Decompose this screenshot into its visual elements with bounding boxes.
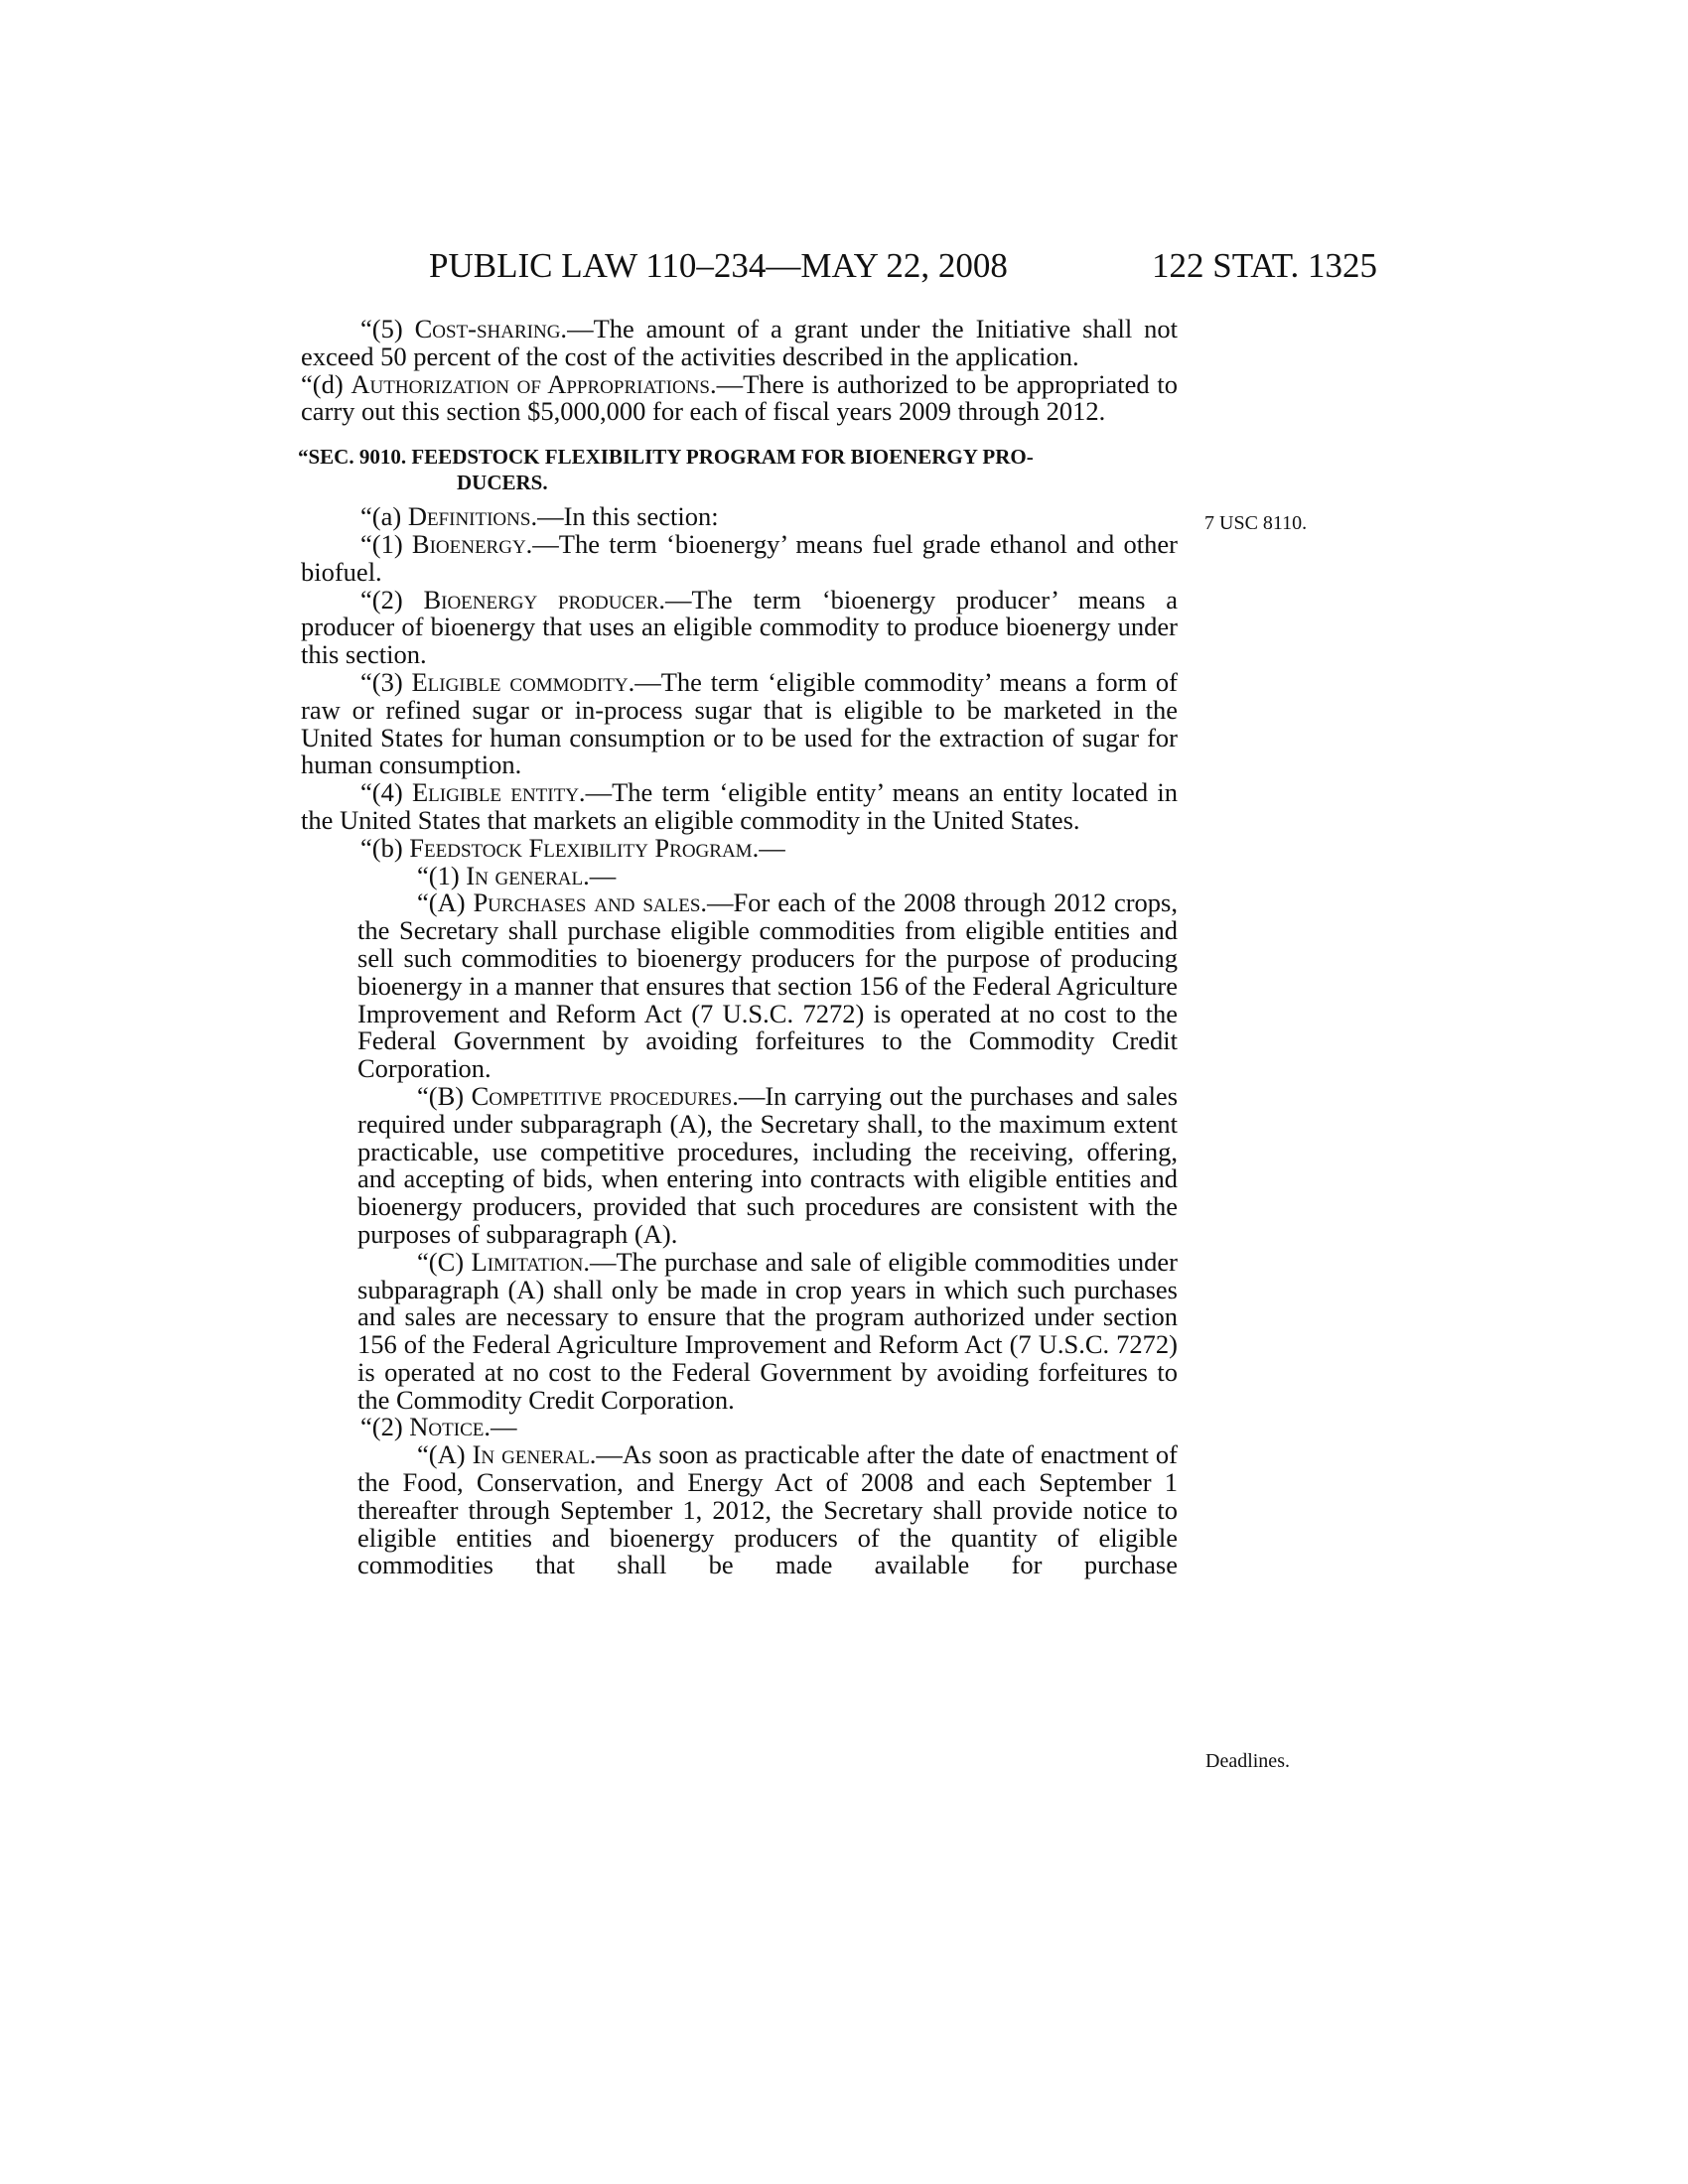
definition-1-bioenergy: “(1) Bioenergy.—The term ‘bioenergy’ means fuel grade ethanol and other biofuel. xyxy=(301,528,1178,587)
subsection-a-definitions: “(a) Definitions.—In this section: xyxy=(360,501,719,532)
subparagraph-2A-in-general: “(A) In general.—As soon as practicable after the date of enactment of the Food, Conservation, and Energy Act of 2008 and each September 1 thereafter through September 1, 2012, the Secretary shall provide notice to eligible entities and bioenergy producers of the quantity of eligible commodities that shall be made available for purchase xyxy=(357,1439,1178,1580)
subsection-b-feedstock-flexibility-program: “(b) Feedstock Flexibility Program.— xyxy=(360,832,785,863)
margin-note-deadlines: Deadlines. xyxy=(1205,1750,1290,1772)
definition-4-eligible-entity: “(4) Eligible entity.—The term ‘eligible entity’ means an entity located in the United States that markets an eligible commodity in the United States. xyxy=(301,777,1178,835)
section-heading xyxy=(298,444,1175,495)
statute-text xyxy=(298,314,1179,1580)
subsection-d-authorization: “(d) Authorization of Appropriations.—There is authorized to be appropriated to carry out this section $5,000,000 for each of fiscal years 2009 through 2012. xyxy=(301,368,1178,427)
running-head-title: PUBLIC LAW 110–234—MAY 22, 2008 xyxy=(429,246,1008,285)
paragraph-b2-notice: “(2) Notice.— xyxy=(360,1412,517,1442)
definition-3-eligible-commodity: “(3) Eligible commodity.—The term ‘eligible commodity’ means a form of raw or refined sugar or in-process sugar that is eligible to be marketed in the United States for human consumption or to be used for the extraction of sugar for human consumption. xyxy=(301,666,1178,780)
section-heading-line-2: DUCERS. xyxy=(457,471,548,495)
running-head-page-number: 122 STAT. 1325 xyxy=(1152,246,1377,285)
subparagraph-A-purchases-and-sales: “(A) Purchases and sales.—For each of the 2008 through 2012 crops, the Secretary shall purchase eligible commodities from eligible entities and sell such commodities to bioenergy producers for the purpose of producing bioenergy in a manner that ensures that section 156 of the Federal Agriculture Improvement and Reform Act (7 U.S.C. 7272) is operated at no cost to the Federal Government by avoiding forfeitures to the Commodity Credit Corporation. xyxy=(357,887,1178,1084)
paragraph-b1-in-general: “(1) In general.— xyxy=(417,860,617,890)
subparagraph-B-competitive-procedures: “(B) Competitive procedures.—In carrying out the purchases and sales required under subparagraph (A), the Secretary shall, to the maximum extent practicable, use competitive procedures, including the receiving, offering, and accepting of bids, when entering into contracts with eligible entities and bioenergy producers, provided that such procedures are consistent with the purposes of subparagraph (A). xyxy=(357,1080,1179,1249)
section-heading-line-1: “SEC. 9010. FEEDSTOCK FLEXIBILITY PROGRAM FOR BIOENERGY PRO- xyxy=(298,445,1034,470)
margin-note-usc-citation: 7 USC 8110. xyxy=(1204,512,1308,534)
subparagraph-C-limitation: “(C) Limitation.—The purchase and sale of eligible commodities under subparagraph (A) shall only be made in crop years in which such purchases and sales are necessary to ensure that the program authorized under section 156 of the Federal Agriculture Improvement and Reform Act (7 U.S.C. 7272) is operated at no cost to the Federal Government by avoiding forfeitures to the Commodity Credit Corporation. xyxy=(357,1246,1178,1415)
paragraph-5-cost-sharing: “(5) Cost-sharing.—The amount of a grant under the Initiative shall not exceed 50 percent of the cost of the activities described in the application. xyxy=(301,314,1178,371)
definition-2-bioenergy-producer: “(2) Bioenergy producer.—The term ‘bioenergy producer’ means a producer of bioenergy that uses an eligible commodity to produce bioenergy under this section. xyxy=(301,584,1178,670)
